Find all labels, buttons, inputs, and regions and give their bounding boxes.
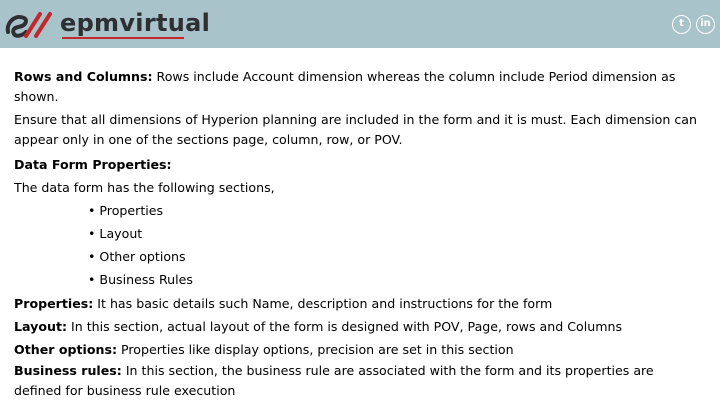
business-rules-text: In this section, the business rule are associated with the form and its properties are defined for business rule execution	[14, 362, 654, 398]
data-form-heading: Data Form Properties:	[14, 157, 172, 172]
business-rules-label: Business rules:	[14, 362, 122, 378]
bullet-properties: • Properties	[88, 203, 164, 219]
properties-paragraph	[14, 292, 704, 315]
properties-label: Properties:	[14, 295, 94, 311]
rows-columns-paragraph	[14, 67, 704, 107]
layout-paragraph	[14, 315, 704, 338]
twitter-icon[interactable]: t	[672, 15, 691, 34]
other-options-paragraph	[14, 338, 704, 361]
logo-mark-icon	[4, 10, 56, 40]
ensure-paragraph: Ensure that all dimensions of Hyperion planning are included in the form and it is must. Each dimension can appear only in one of the sections page, column, row, or POV.	[14, 112, 697, 147]
other-options-label: Other options:	[14, 341, 117, 357]
sections-intro: The data form has the following sections,	[14, 180, 275, 196]
other-options-text: Properties like display options, precision are set in this section	[116, 341, 514, 357]
layout-text: In this section, actual layout of the form is designed with POV, Page, rows and Columns	[67, 318, 623, 334]
bullet-layout: • Layout	[88, 226, 143, 242]
bullet-other-options: • Other options	[88, 249, 186, 265]
rows-columns-text: Rows include Account dimension whereas the column include Period dimension as shown.	[14, 69, 676, 104]
linkedin-icon[interactable]: in	[696, 15, 715, 34]
logo-underline	[62, 37, 184, 39]
rows-columns-label: Rows and Columns:	[14, 69, 153, 84]
logo-text: epmvirtual	[60, 9, 211, 37]
layout-label: Layout:	[14, 318, 68, 334]
slide-content	[14, 67, 704, 404]
bullet-business-rules: • Business Rules	[88, 272, 193, 288]
properties-text: It has basic details such Name, description and instructions for the form	[93, 295, 553, 311]
header-bar	[0, 0, 720, 48]
business-rules-paragraph	[14, 361, 704, 401]
